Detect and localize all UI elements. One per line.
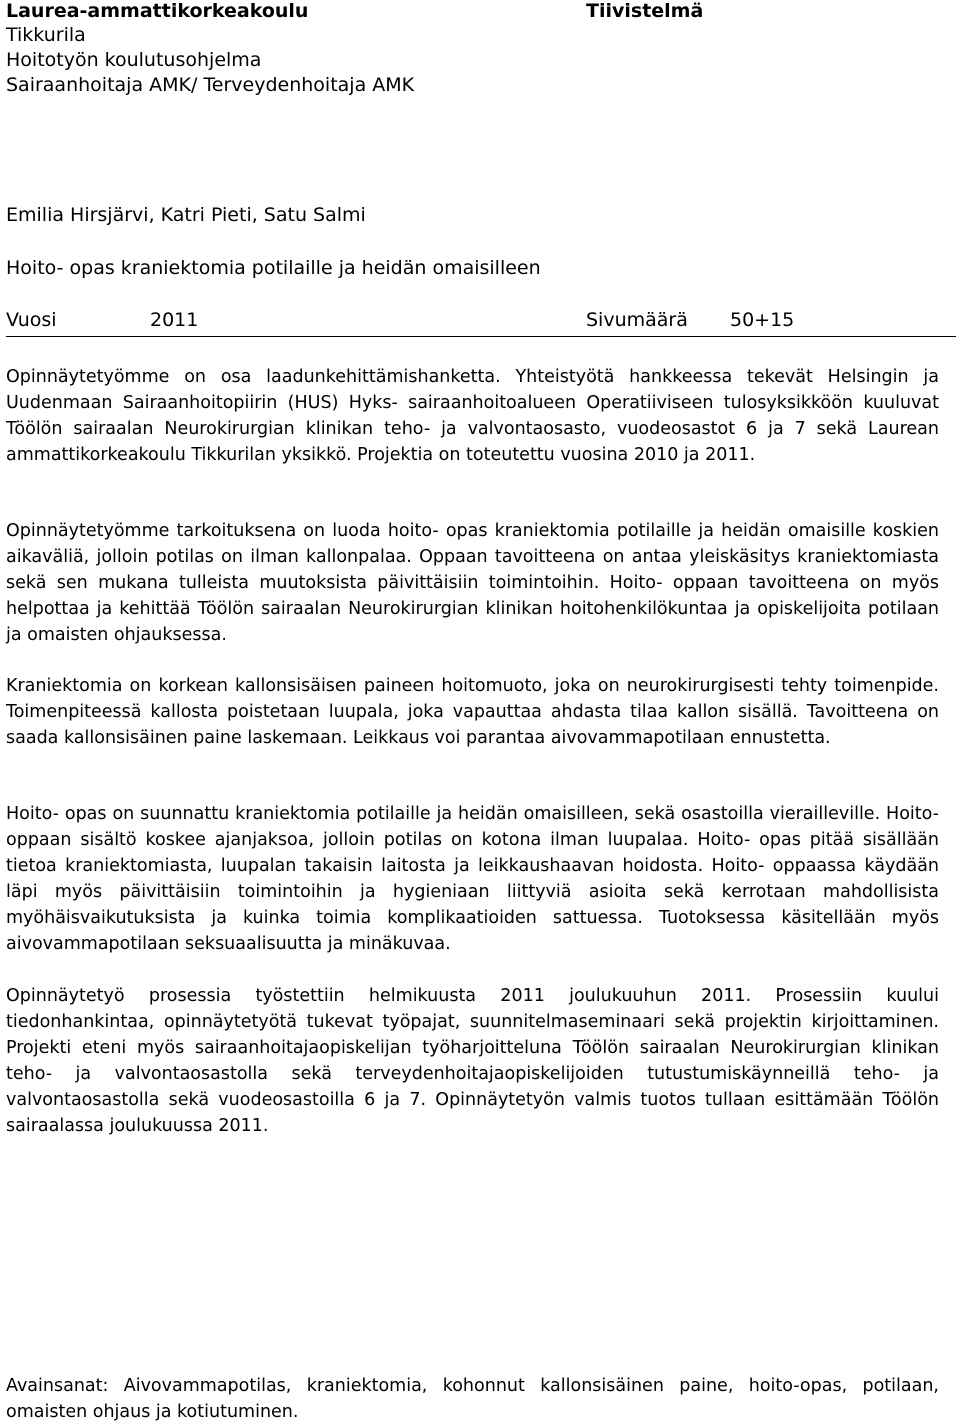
document-type: Tiivistelmä [586,0,704,22]
abstract-paragraph: Kraniektomia on korkean kallonsisäisen paineen hoitomuoto, joka on neurokirurgisesti tehty toimenpide. Toimenpiteessä kallosta poistetaan luupala, joka vapauttaa ahdasta tilaa kallon sisällä. Tavoitteena on saada kallonsisäinen paine laskemaan. Leikkaus voi parantaa aivovammapotilaan ennustetta. [6,676,939,748]
year-value: 2011 [150,309,199,331]
abstract-paragraph: Opinnäytetyömme on osa laadunkehittämishanketta. Yhteistyötä hankkeessa tekevät Helsingin ja Uudenmaan Sairaanhoitopiirin (HUS) Hyks- sairaanhoitoalueen Operatiiviseen tulosyksikköön kuuluvat Töölön sairaalan Neurokirurgian klinikan teho- ja valvontaosasto, vuodeosastot 6 ja 7 sekä Laurean ammattikorkeakoulu Tikkurilan yksikkö. Projektia on toteutettu vuosina 2010 ja 2011. [6,367,939,465]
campus-name: Tikkurila [6,24,86,46]
year-label: Vuosi [6,309,57,331]
abstract-paragraph: Opinnäytetyö prosessia työstettiin helmikuusta 2011 joulukuuhun 2011. Prosessiin kuului tiedonhankintaa, opinnäytetyötä tukevat työpajat, suunnitelmaseminaari sekä projektin kirjoittaminen. Projekti eteni myös sairaanhoitajaopiskelijan työharjoitteluna Töölön sairaalan Neurokirurgian klinikan teho- ja valvontaosastolla sekä terveydenhoitajaopiskelijoiden tutustumiskäynneillä teho- ja valvontaosastolla sekä vuodeosastoilla 6 ja 7. Opinnäytetyön valmis tuotos tullaan esittämään Töölön sairaalassa joulukuussa 2011. [6,986,939,1136]
abstract-paragraph: Opinnäytetyömme tarkoituksena on luoda hoito- opas kraniektomia potilaille ja heidän omaisille koskien aikaväliä, jolloin potilas on ilman kallonpalaa. Oppaan tavoitteena on antaa yleiskäsitys kraniektomiasta sekä sen mukana tulleista muutoksista päivittäisiin toimintoihin. Hoito- oppaan tavoitteena on myös helpottaa ja kehittää Töölön sairaalan Neurokirurgian klinikan hoitohenkilökuntaa ja opiskelijoita potilaan ja omaisten ohjauksessa. [6,521,939,645]
pages-label: Sivumäärä [586,309,688,331]
keywords: Avainsanat: Aivovammapotilas, kraniektomia, kohonnut kallonsisäinen paine, hoito-opas, potilaan, omaisten ohjaus ja kotiutuminen. [6,1376,939,1422]
school-name: Laurea-ammattikorkeakoulu [6,0,309,22]
degree-name: Sairaanhoitaja AMK/ Terveydenhoitaja AMK [6,74,415,96]
authors: Emilia Hirsjärvi, Katri Pieti, Satu Salmi [6,204,366,226]
pages-value: 50+15 [730,309,795,331]
programme-name: Hoitotyön koulutusohjelma [6,49,262,71]
thesis-title: Hoito- opas kraniektomia potilaille ja heidän omaisilleen [6,257,541,279]
abstract-paragraph: Hoito- opas on suunnattu kraniektomia potilaille ja heidän omaisilleen, sekä osastoilla vierailleville. Hoito- oppaan sisältö koskee ajanjaksoa, jolloin potilas on kotona ilman luupalaa. Hoito- opas pitää sisällään tietoa kraniektomiasta, luupalan takaisin laitosta ja leikkaushaavan hoidosta. Hoito- oppaassa käydään läpi myös päivittäisiin toimintoihin ja hygieniaan liittyviä asioita sekä kerrotaan mahdollisista myöhäisvaikutuksista ja kuinka toimia komplikaatioiden sattuessa. Tuotoksessa käsitellään myös aivovammapotilaan seksuaalisuutta ja minäkuvaa. [6,804,939,954]
separator-line [6,336,956,337]
